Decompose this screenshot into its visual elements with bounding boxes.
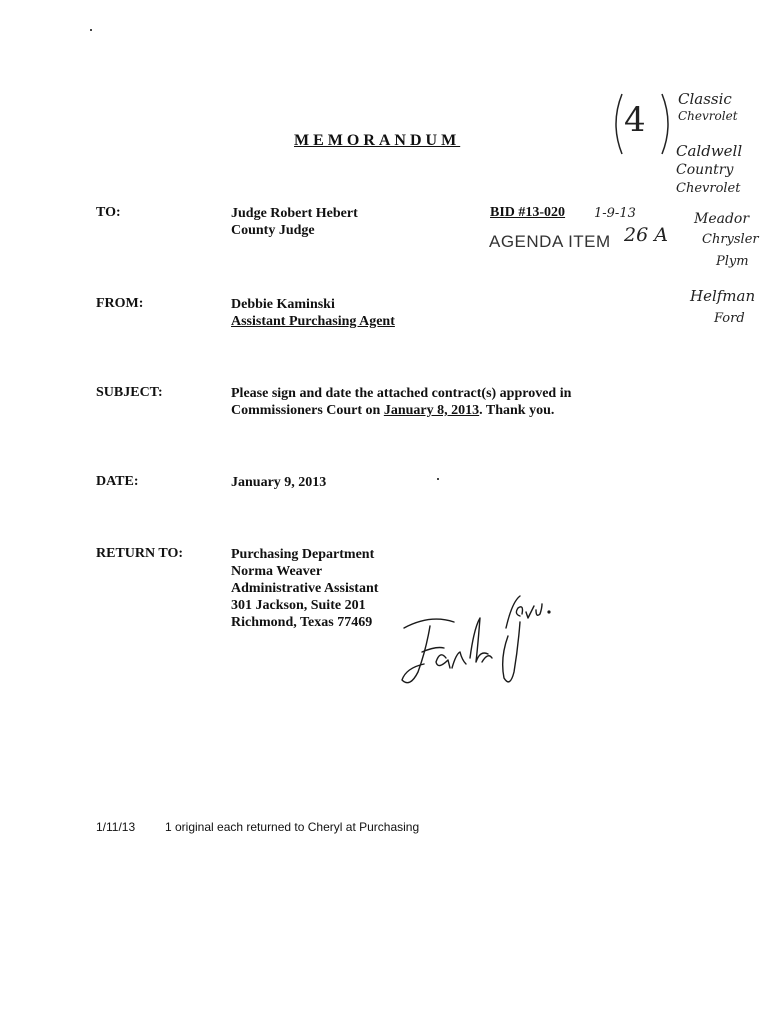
to-title: County Judge: [231, 223, 315, 238]
return-line: 301 Jackson, Suite 201: [231, 598, 366, 613]
agenda-number-handwritten: 26 A: [624, 224, 668, 246]
vendor-note: Caldwell: [676, 142, 743, 160]
return-to-label: RETURN TO:: [96, 546, 184, 561]
vendor-note: Ford: [714, 311, 745, 326]
scan-speck: [437, 478, 439, 480]
scan-speck: [90, 29, 92, 31]
handwritten-thank-you-signature: [396, 588, 566, 698]
vendor-note: Country: [676, 162, 734, 178]
memo-title: MEMORANDUM: [294, 132, 461, 149]
vendor-note: Plym: [716, 254, 749, 269]
vendor-note: Meador: [694, 211, 750, 227]
subject-line-2-post: . Thank you.: [479, 403, 555, 418]
return-line: Purchasing Department: [231, 547, 375, 562]
agenda-item-stamp: AGENDA ITEM: [489, 232, 611, 251]
return-line: Norma Weaver: [231, 564, 323, 579]
subject-line-2: [231, 402, 554, 419]
return-line: Administrative Assistant: [231, 581, 379, 596]
vendor-note: Chevrolet: [676, 181, 741, 196]
vendor-note: Chrysler: [702, 232, 759, 247]
to-label: TO:: [96, 205, 121, 220]
vendor-note: Classic: [678, 90, 732, 108]
vendor-note: Helfman: [690, 287, 756, 305]
from-label: FROM:: [96, 296, 144, 311]
date-value: January 9, 2013: [231, 475, 327, 490]
from-name: Debbie Kaminski: [231, 297, 335, 312]
footer-date: 1/11/13: [96, 820, 136, 834]
circled-number: 4: [624, 100, 646, 140]
bid-number: BID #13-020: [490, 205, 566, 220]
subject-line-1: Please sign and date the attached contract(s) approved in: [231, 386, 572, 401]
bid-date-handwritten: 1-9-13: [594, 206, 636, 221]
subject-line-2-pre: Commissioners Court on: [231, 403, 384, 418]
vendor-note: Chevrolet: [678, 109, 738, 123]
to-name: Judge Robert Hebert: [231, 206, 358, 221]
subject-court-date: January 8, 2013: [383, 403, 480, 418]
footer-note: 1 original each returned to Cheryl at Purchasing: [165, 820, 420, 834]
from-title: Assistant Purchasing Agent: [231, 314, 395, 329]
date-label: DATE:: [96, 474, 139, 489]
return-line: Richmond, Texas 77469: [231, 615, 373, 630]
subject-label: SUBJECT:: [96, 385, 163, 400]
